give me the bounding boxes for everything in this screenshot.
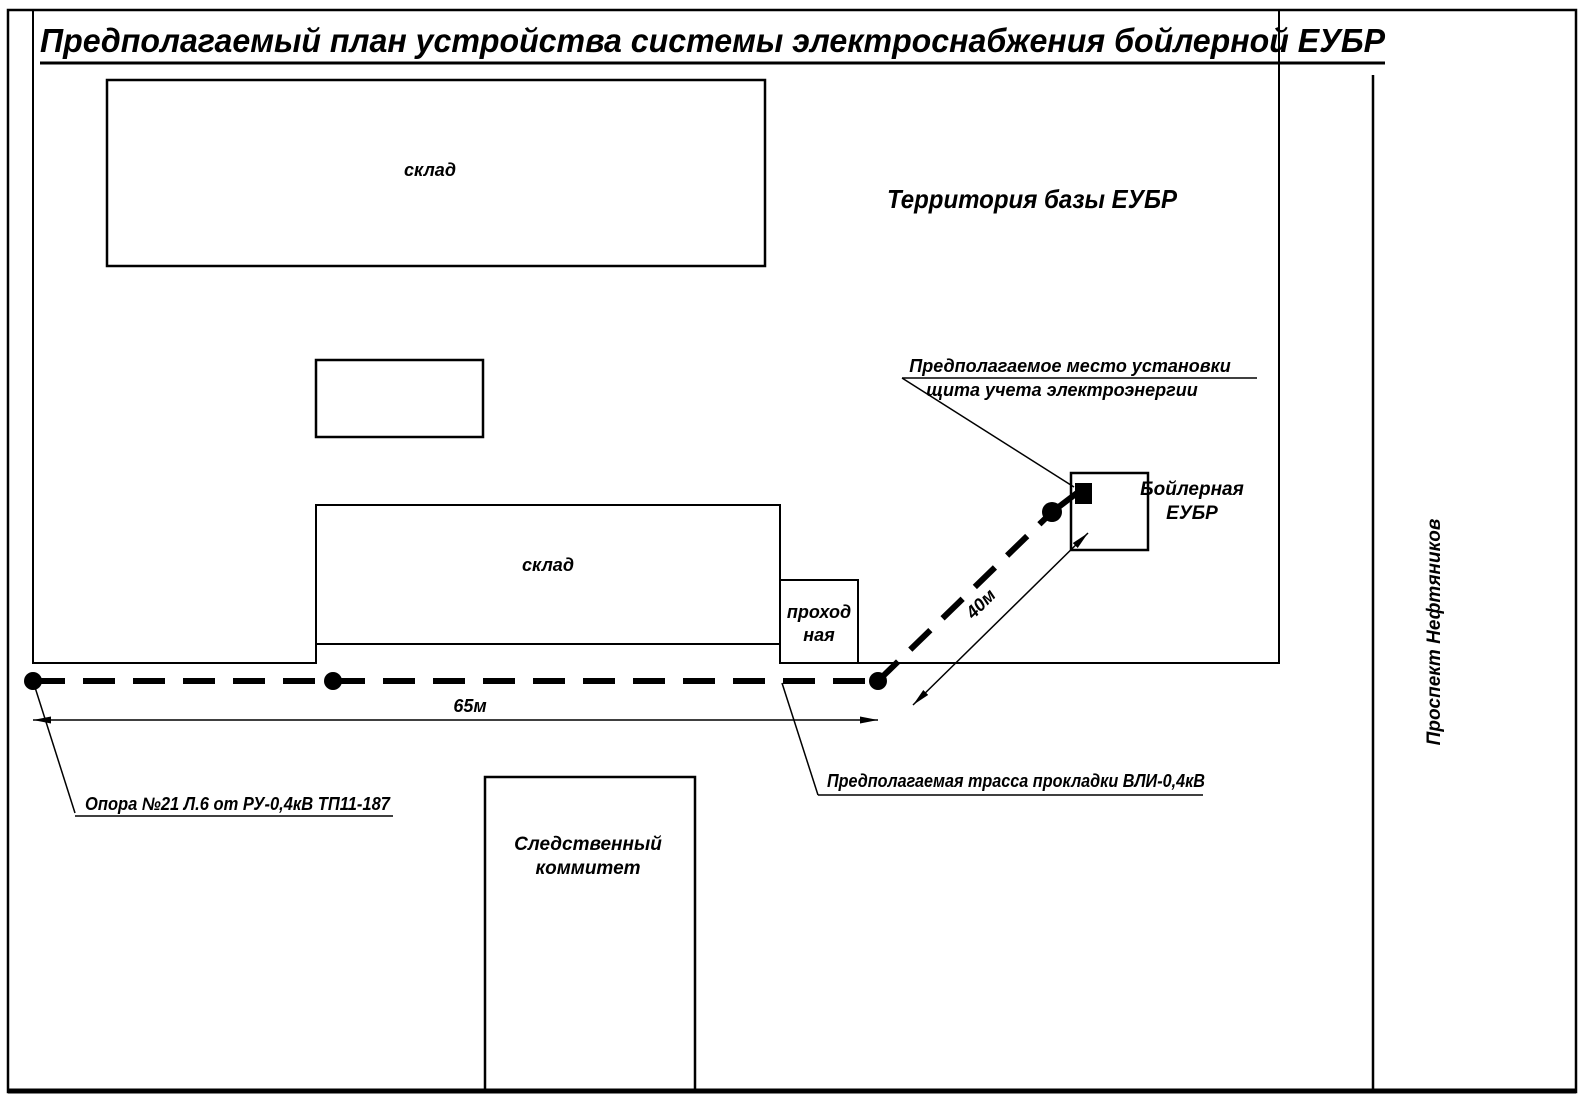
meter-panel-square [1075,483,1092,504]
committee-label-line1: Следственный [514,834,662,855]
warehouse-mid-label: склад [522,555,574,575]
checkpoint-label-line1: проход [786,602,852,622]
route-annotation-leader [782,683,818,795]
pole-node-mid [324,672,342,690]
boiler-label-line2: ЕУБР [1166,503,1218,524]
territory-boundary-left [33,10,316,663]
dimension-line-40m [913,533,1088,705]
territory-boundary-right [858,10,1279,663]
pole-annotation-label: Опора №21 Л.6 от РУ-0,4кВ ТП11-187 [85,794,391,814]
warehouse-top-label: склад [404,160,456,180]
pole-node-corner [869,672,887,690]
pole-annotation-leader [33,681,75,813]
boiler-label-line1: Бойлерная [1140,479,1244,500]
dimension-label-40m: 40м [961,584,1000,623]
committee-label-line2: коммитет [535,858,641,879]
checkpoint-label-line2: ная [803,625,835,645]
route-annotation-label: Предполагаемая трасса прокладки ВЛИ-0,4кВ [827,771,1205,791]
page-title: Предполагаемый план устройства системы электроснабжения бойлерной ЕУБР [40,22,1386,59]
meter-location-label-line2: щита учета электроэнергии [926,380,1198,400]
meter-location-label-line1: Предполагаемое место установки [909,356,1231,376]
street-name-label: Проспект Нефтяников [1424,518,1445,746]
pole-node-boiler [1042,502,1062,522]
cable-route-diagonal [878,512,1052,681]
territory-label: Территория базы ЕУБР [887,184,1178,214]
dimension-label-65m: 65м [453,696,487,716]
small-building [316,360,483,437]
committee-building [485,777,695,1091]
page-frame [8,10,1576,1092]
